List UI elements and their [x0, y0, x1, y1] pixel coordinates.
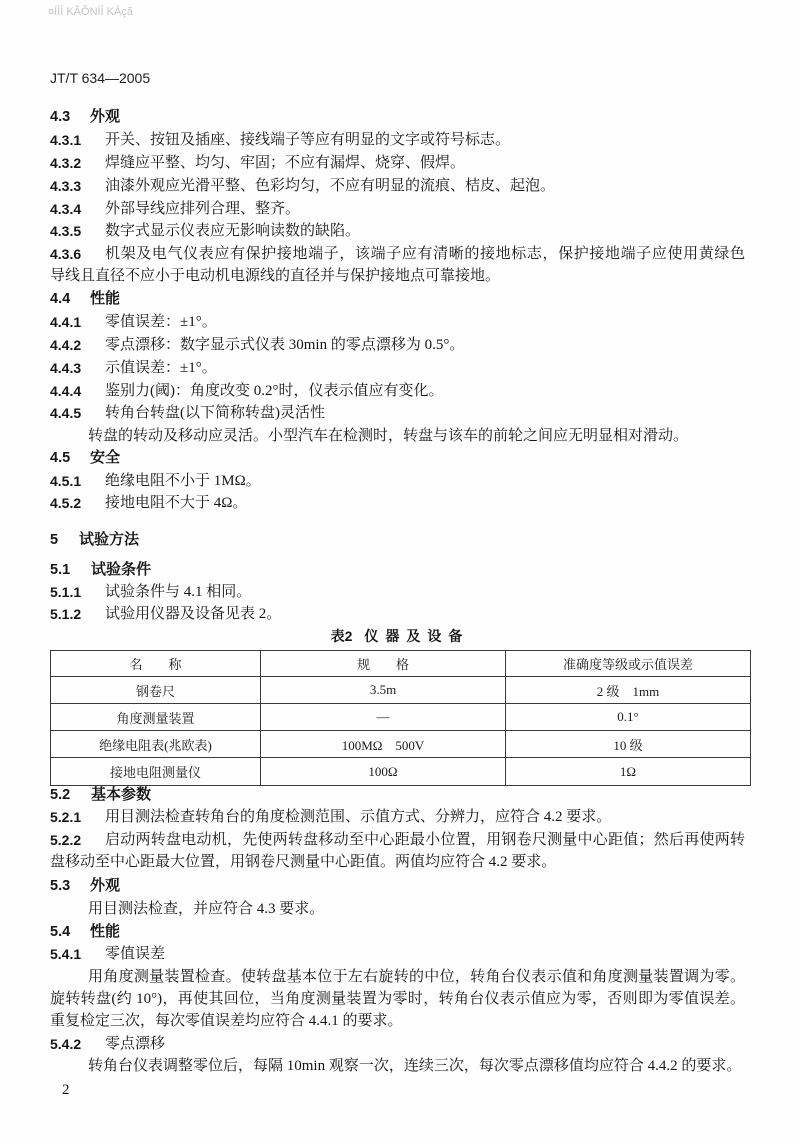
table-caption-number: 表2 [330, 628, 353, 644]
clause-number: 4.5.1 [50, 473, 82, 489]
section-title: 试验条件 [91, 561, 152, 578]
clause-title: 零点漂移 [105, 1036, 166, 1052]
table-row [51, 758, 751, 786]
table-cell: 钢卷尺 [51, 677, 261, 704]
table-row [51, 704, 751, 731]
clause-paragraph-line: 重复检定三次，每次零值误差均应符合 4.4.1 的要求。 [50, 1013, 403, 1029]
chapter-title: 试验方法 [79, 531, 140, 548]
section-title: 外观 [90, 108, 121, 125]
clause-text: 油漆外观应光滑平整、色彩均匀，不应有明显的流痕、桔皮、起泡。 [105, 178, 556, 194]
clause-number: 5.4.2 [50, 1036, 82, 1052]
clause-number: 4.4.4 [50, 383, 82, 399]
clause-number: 4.5.2 [50, 495, 82, 511]
table-header-cell: 规 格 [261, 651, 506, 677]
section-paragraph: 用目测法检查，并应符合 4.3 要求。 [88, 901, 325, 917]
section-number: 4.3 [50, 109, 71, 125]
table-caption [0, 625, 800, 647]
clause-text: 用目测法检查转角台的角度检测范围、示值方式、分辨力，应符合 4.2 要求。 [105, 809, 612, 825]
table-cell: 1Ω [506, 758, 751, 786]
clause-text: 机架及电气仪表应有保护接地端子，该端子应有清晰的接地标志，保护接地端子应使用黄绿色 [105, 246, 745, 262]
table-cell: 绝缘电阻表(兆欧表) [51, 731, 261, 758]
clause-text: 外部导线应排列合理、整齐。 [105, 201, 301, 217]
clause-text: 开关、按钮及插座、接线端子等应有明显的文字或符号标志。 [105, 132, 511, 148]
clause-text: 鉴别力(阈)：角度改变 0.2°时，仪表示值应有变化。 [105, 383, 444, 399]
section-number: 4.4 [50, 291, 71, 307]
clause-text: 焊缝应平整、均匀、牢固；不应有漏焊、烧穿、假焊。 [105, 155, 466, 171]
table-cell: 100MΩ 500V [261, 731, 506, 758]
clause-number: 4.3.5 [50, 223, 82, 239]
table-cell: 2 级 1mm [506, 677, 751, 704]
corner-header-text: ¤ÍÍÍ KÃÕNÏÍ KÀçã [48, 6, 133, 18]
table-cell: 10 级 [506, 731, 751, 758]
clause-number: 5.1.2 [50, 606, 82, 622]
clause-text-continuation: 导线且直径不应小于电动机电源线的直径并与保护接地点可靠接地。 [50, 268, 501, 284]
clause-text: 零值误差：±1°。 [105, 314, 217, 330]
section-number: 5.1 [50, 562, 71, 578]
section-title: 基本参数 [91, 786, 152, 803]
clause-number: 4.3.6 [50, 246, 82, 262]
section-title: 安全 [90, 449, 121, 466]
clause-paragraph: 转盘的转动及移动应灵活。小型汽车在检测时，转盘与该车的前轮之间应无明显相对滑动。 [88, 428, 689, 444]
table-cell: — [261, 704, 506, 731]
clause-paragraph-line: 用角度测量装置检查。使转盘基本位于左右旋转的中位，转角台仪表示值和角度测量装置调为零。 [88, 969, 745, 985]
table-cell: 角度测量装置 [51, 704, 261, 731]
table-cell: 100Ω [261, 758, 506, 786]
clause-number: 4.4.5 [50, 405, 82, 421]
clause-number: 4.3.4 [50, 201, 82, 217]
clause-text: 接地电阻不大于 4Ω。 [105, 495, 248, 511]
clause-number: 5.1.1 [50, 584, 82, 600]
clause-paragraph-line: 转角台仪表调整零位后，每隔 10min 观察一次，连续三次，每次零点漂移值均应符合 4.4.2 的要求。 [88, 1058, 742, 1074]
clause-number: 5.2.2 [50, 832, 82, 848]
table-header-cell: 名 称 [51, 651, 261, 677]
clause-text: 试验用仪器及设备见表 2。 [105, 606, 282, 622]
clause-paragraph-line: 旋转转盘(约 10°)，再使其回位，当角度测量装置为零时，转角台仪表示值应为零，否则即为零值误差。 [50, 991, 745, 1007]
table-cell: 0.1° [506, 704, 751, 731]
clause-number: 4.4.1 [50, 314, 82, 330]
page-number: 2 [62, 1082, 70, 1098]
clause-number: 5.2.1 [50, 809, 82, 825]
equipment-table [50, 650, 751, 786]
section-number: 5.2 [50, 787, 71, 803]
section-number: 4.5 [50, 450, 71, 466]
clause-number: 4.4.3 [50, 360, 82, 376]
section-title: 性能 [90, 290, 121, 307]
table-caption-title: 仪器及设备 [364, 628, 470, 644]
standard-number: JT/T 634—2005 [50, 70, 151, 86]
clause-number: 4.3.1 [50, 132, 82, 148]
clause-number: 4.4.2 [50, 337, 82, 353]
clause-text: 试验条件与 4.1 相同。 [105, 584, 252, 600]
clause-number: 4.3.3 [50, 178, 82, 194]
clause-text: 零点漂移：数字显示式仪表 30min 的零点漂移为 0.5°。 [105, 337, 465, 353]
clause-text: 数字式显示仪表应无影响读数的缺陷。 [105, 223, 361, 239]
table-cell: 3.5m [261, 677, 506, 704]
clause-text: 转角台转盘(以下简称转盘)灵活性 [105, 405, 325, 421]
section-number: 5.4 [50, 924, 71, 940]
section-number: 5.3 [50, 878, 71, 894]
clause-text: 启动两转盘电动机，先使两转盘移动至中心距最小位置，用钢卷尺测量中心距值；然后再使两转 [105, 832, 745, 848]
section-title: 性能 [90, 923, 121, 940]
table-row [51, 677, 751, 704]
clause-text: 绝缘电阻不小于 1MΩ。 [105, 473, 261, 489]
table-header-row [51, 651, 751, 677]
clause-text: 示值误差：±1°。 [105, 360, 217, 376]
chapter-number: 5 [50, 532, 59, 548]
table-cell: 接地电阻测量仪 [51, 758, 261, 786]
clause-title: 零值误差 [105, 946, 166, 962]
table-row [51, 731, 751, 758]
clause-number: 4.3.2 [50, 155, 82, 171]
clause-number: 5.4.1 [50, 946, 82, 962]
clause-text-continuation: 盘移动至中心距最大位置，用钢卷尺测量中心距值。两值均应符合 4.2 要求。 [50, 854, 557, 870]
table-header-cell: 准确度等级或示值误差 [506, 651, 751, 677]
section-title: 外观 [90, 877, 121, 894]
